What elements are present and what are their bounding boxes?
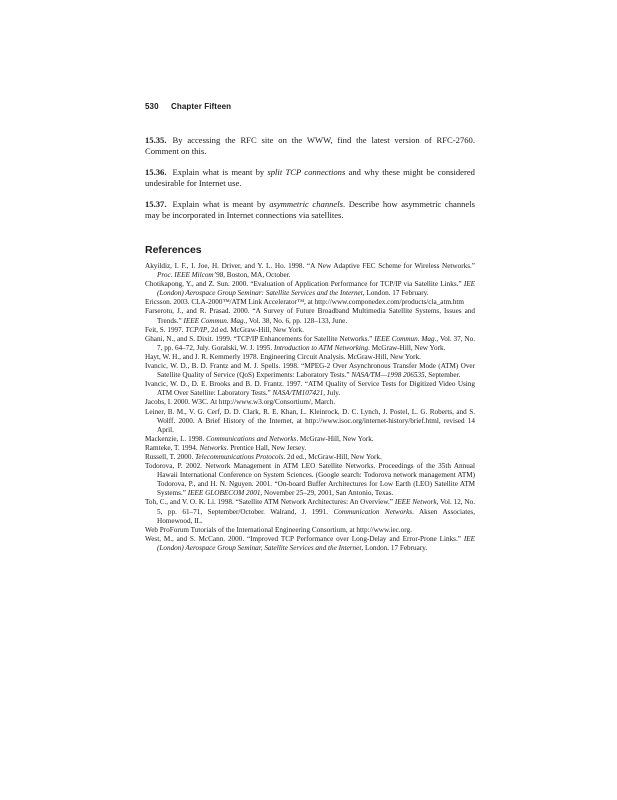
text-run: and why these might be considered undesirable for Internet use.: [145, 167, 475, 188]
page-number: 530: [145, 102, 159, 111]
italic-text: IEE (London) Aerospace Group Seminar: Satellite Services and the Internet: [157, 280, 475, 298]
reference-entry: [145, 498, 475, 525]
exercise-item: [145, 135, 475, 157]
exercise-item: [145, 167, 475, 189]
italic-text: asymmetric channels: [269, 199, 343, 209]
text-run: Toh, C., and V. O. K. Li. 1998. “Satellite ATM Network Architectures: An Overview.”: [145, 498, 395, 507]
text-run: Explain what is meant by: [172, 167, 268, 177]
reference-entry: [145, 398, 475, 407]
reference-entry: [145, 526, 475, 535]
chapter-title: Chapter Fifteen: [170, 102, 232, 111]
text-run: , Vol. 38, No. 6, pp. 128–133, June.: [245, 316, 348, 325]
reference-entry: [145, 444, 475, 453]
italic-text: Proc. IEEE Milcom’98: [157, 271, 224, 280]
text-run: Mackenzie, L. 1998.: [145, 434, 207, 443]
text-run: Explain what is meant by: [172, 199, 270, 209]
text-run: Hayt, W. H., and J. R. Kemmerly 1978. Engineering Circuit Analysis. McGraw-Hill, New York.: [145, 352, 421, 361]
reference-entry: [145, 435, 475, 444]
references-heading: References: [145, 244, 202, 256]
italic-text: Telecommunications Protocols: [195, 452, 284, 461]
text-run: Ivancic, W. D., B. D. Frantz and M. J. Spells. 1998. “MPEG-2 Over Asynchronous Transfer Mode (ATM) Over Satellite Quality of Service (QoS) Experiments: Laboratory Tests.”: [145, 362, 475, 380]
text-run: Russell, T. 2000.: [145, 452, 196, 461]
text-run: By accessing the RFC site on the WWW, find the latest version of RFC-2760. Comment on this.: [145, 135, 475, 156]
reference-list: [145, 262, 475, 553]
text-run: , Vol. 37, No. 7, pp. 64–72, July. Goralski, W. J. 1995.: [157, 334, 475, 352]
reference-entry: [145, 262, 475, 280]
italic-text: IEE (London) Aerospace Group Seminar, Satellite Services and the Internet: [157, 534, 475, 552]
reference-entry: [145, 307, 475, 325]
italic-text: Communications and Networks: [206, 434, 297, 443]
text-run: , September.: [424, 371, 461, 380]
exercise-list: [145, 135, 475, 221]
italic-text: Communication Networks: [333, 507, 413, 516]
reference-entry: [145, 362, 475, 380]
book-page: [145, 102, 475, 553]
text-run: Chotikapong, Y., and Z. Sun. 2000. “Evaluation of Application Performance for TCP/IP via Satellite Links.”: [145, 280, 464, 289]
reference-entry: [145, 326, 475, 335]
text-run: , July.: [323, 389, 341, 398]
text-run: West, M., and S. McCann. 2000. “Improved TCP Performance over Long-Delay and Error-Prone Links.”: [145, 534, 464, 543]
text-run: Leiner, B. M., V. G. Cerf, D. D. Clark, R. E. Khan, L. Kleinrock, D. C. Lynch, J. Postel, L. G. Roberts, and S. Wolff. 2000. A Brief History of the Internet, at http://www.isoc.org/internet-history/brief.html, revised 14 April.: [145, 407, 475, 434]
italic-text: IEEE Commun. Mag.: [374, 334, 437, 343]
exercise-number: 15.35.: [145, 135, 167, 145]
text-run: , Boston, MA, October.: [223, 271, 291, 280]
italic-text: NASA/TM107421: [272, 389, 324, 398]
text-run: Feit, S. 1997.: [145, 325, 186, 334]
reference-entry: [145, 280, 475, 298]
text-run: , November 25–29, 2001, San Antonio, Texas.: [260, 489, 394, 498]
text-run: Akyildiz, I. F., I. Joe, H. Driver, and Y. L. Ho. 1998. “A New Adaptive FEC Scheme for Wireless Networks.”: [145, 262, 475, 270]
italic-text: Networks: [199, 443, 227, 452]
text-run: Ivancic, W. D., D. E. Brooks and B. D. Frantz. 1997. “ATM Quality of Service Tests for Digitized Video Using ATM Over Satellite: Laboratory Tests.”: [145, 380, 475, 398]
text-run: . McGraw-Hill, New York.: [296, 434, 374, 443]
italic-text: NASA/TM—1998 206535: [351, 371, 425, 380]
reference-entry: [145, 335, 475, 353]
italic-text: split TCP connections: [267, 167, 346, 177]
reference-entry: [145, 462, 475, 498]
text-run: , London. 17 February.: [362, 289, 429, 298]
reference-entry: [145, 380, 475, 398]
exercise-number: 15.37.: [145, 199, 167, 209]
italic-text: TCP/IP: [185, 325, 208, 334]
reference-entry: [145, 408, 475, 435]
italic-text: IEEE GLOBECOM 2001: [187, 489, 261, 498]
text-run: , London. 17 February.: [361, 543, 428, 552]
text-run: Ericsson. 2003. CLA-2000™/ATM Link Accelerator™, at http://www.componedex.com/products/cla_atm.htm: [145, 298, 465, 307]
reference-entry: [145, 298, 475, 307]
italic-text: IEEE Commun. Mag.: [183, 316, 246, 325]
text-run: . McGraw-Hill, New York.: [368, 343, 446, 352]
running-head: [145, 102, 475, 111]
text-run: Jacobs, I. 2000. W3C. At http://www.w3.org/Consortium/, March.: [145, 398, 336, 407]
text-run: Todorova, P. 2002. Network Management in ATM LEO Satellite Networks. Proceedings of the 35th Annual Hawaii International Conference on System Sciences. (Google search: Todorova network management ATM) Todorova, P., and H. N. Nguyen. 2001. “On-board Buffer Architectures for Low Earth (LEO) Satellite ATM Systems.”: [145, 462, 475, 498]
text-run: Web ProForum Tutorials of the International Engineering Consortium, at http://www.iec.org.: [145, 525, 412, 534]
reference-entry: [145, 453, 475, 462]
text-run: Farserotu, J., and R. Prasad. 2000. “A Survey of Future Broadband Multimedia Satellite Systems, Issues and Trends.”: [145, 307, 475, 325]
reference-entry: [145, 535, 475, 553]
text-run: . Prentice Hall, New Jersey.: [226, 443, 307, 452]
exercise-number: 15.36.: [145, 167, 167, 177]
text-run: , Vol. 12, No. 5, pp. 61–71, September/October. Walrand, J. 1991.: [157, 498, 475, 516]
text-run: Ghani, N., and S. Dixit. 1999. “TCP/IP Enhancements for Satellite Networks.”: [145, 334, 375, 343]
text-run: . 2d ed., McGraw-Hill, New York.: [283, 452, 382, 461]
exercise-item: [145, 199, 475, 221]
text-run: . Describe how asymmetric channels may be incorporated in Internet connections via satellites.: [145, 199, 475, 220]
text-run: . Aksen Associates, Homewood, IL.: [157, 507, 475, 525]
reference-entry: [145, 353, 475, 362]
text-run: , 2d ed. McGraw-Hill, New York.: [207, 325, 304, 334]
italic-text: Introduction to ATM Networking: [273, 343, 369, 352]
italic-text: IEEE Network: [394, 498, 437, 507]
text-run: Ramteke, T. 1994.: [145, 443, 200, 452]
